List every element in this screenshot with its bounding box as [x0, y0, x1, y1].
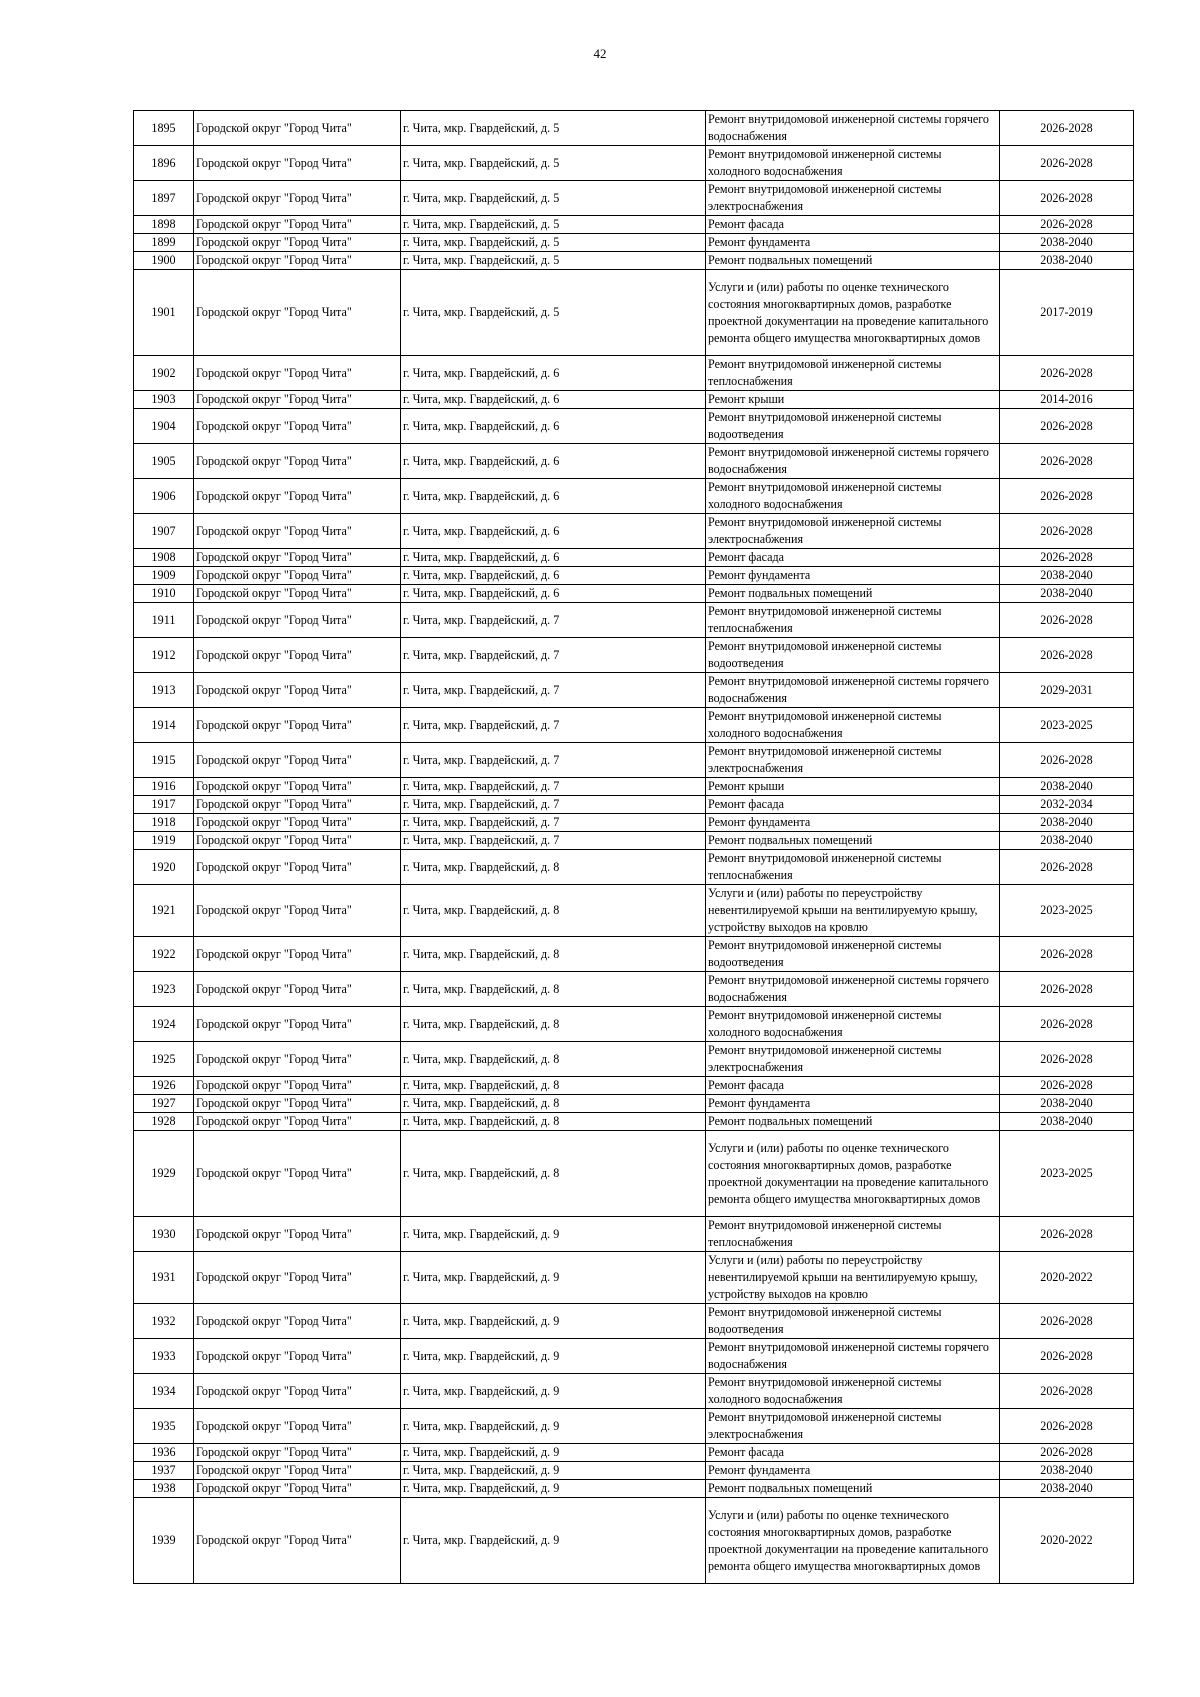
municipality-cell: Городской округ "Город Чита" [194, 638, 401, 673]
address-cell: г. Чита, мкр. Гвардейский, д. 5 [401, 270, 706, 356]
municipality-cell: Городской округ "Город Чита" [194, 1095, 401, 1113]
row-number-cell: 1927 [134, 1095, 194, 1113]
table-row [134, 1444, 1134, 1462]
table-row [134, 850, 1134, 885]
municipality-cell: Городской округ "Город Чита" [194, 708, 401, 743]
row-number-cell: 1895 [134, 111, 194, 146]
address-cell: г. Чита, мкр. Гвардейский, д. 5 [401, 146, 706, 181]
period-cell: 2023-2025 [1000, 1131, 1134, 1217]
period-cell: 2029-2031 [1000, 673, 1134, 708]
work-type-cell: Ремонт внутридомовой инженерной системы холодного водоснабжения [706, 708, 1000, 743]
table-row [134, 603, 1134, 638]
work-type-cell: Ремонт внутридомовой инженерной системы горячего водоснабжения [706, 1339, 1000, 1374]
municipality-cell: Городской округ "Город Чита" [194, 1077, 401, 1095]
period-cell: 2026-2028 [1000, 479, 1134, 514]
period-cell: 2026-2028 [1000, 1444, 1134, 1462]
municipality-cell: Городской округ "Город Чита" [194, 778, 401, 796]
row-number-cell: 1897 [134, 181, 194, 216]
row-number-cell: 1898 [134, 216, 194, 234]
table-row [134, 444, 1134, 479]
work-type-cell: Ремонт внутридомовой инженерной системы водоотведения [706, 1304, 1000, 1339]
period-cell: 2026-2028 [1000, 549, 1134, 567]
table-row [134, 356, 1134, 391]
period-cell: 2026-2028 [1000, 972, 1134, 1007]
work-type-cell: Услуги и (или) работы по оценке технического состояния многоквартирных домов, разработке проектной документации на проведение капитального ремонта общего имущества многоквартирных домов [706, 1131, 1000, 1217]
table-row [134, 181, 1134, 216]
table-row [134, 1480, 1134, 1498]
address-cell: г. Чита, мкр. Гвардейский, д. 7 [401, 832, 706, 850]
municipality-cell: Городской округ "Город Чита" [194, 1462, 401, 1480]
work-type-cell: Ремонт фасада [706, 1077, 1000, 1095]
address-cell: г. Чита, мкр. Гвардейский, д. 7 [401, 708, 706, 743]
table-row [134, 391, 1134, 409]
row-number-cell: 1904 [134, 409, 194, 444]
address-cell: г. Чита, мкр. Гвардейский, д. 7 [401, 673, 706, 708]
row-number-cell: 1911 [134, 603, 194, 638]
period-cell: 2026-2028 [1000, 146, 1134, 181]
row-number-cell: 1912 [134, 638, 194, 673]
work-type-cell: Ремонт подвальных помещений [706, 832, 1000, 850]
municipality-cell: Городской округ "Город Чита" [194, 567, 401, 585]
period-cell: 2026-2028 [1000, 444, 1134, 479]
work-type-cell: Услуги и (или) работы по переустройству невентилируемой крыши на вентилируемую крышу, устройству выходов на кровлю [706, 1252, 1000, 1304]
period-cell: 2026-2028 [1000, 111, 1134, 146]
period-cell: 2026-2028 [1000, 1217, 1134, 1252]
row-number-cell: 1939 [134, 1498, 194, 1584]
municipality-cell: Городской округ "Город Чита" [194, 937, 401, 972]
work-type-cell: Ремонт фундамента [706, 1095, 1000, 1113]
repair-schedule-table [133, 110, 1134, 1584]
period-cell: 2032-2034 [1000, 796, 1134, 814]
address-cell: г. Чита, мкр. Гвардейский, д. 6 [401, 567, 706, 585]
table-row [134, 234, 1134, 252]
period-cell: 2026-2028 [1000, 1304, 1134, 1339]
address-cell: г. Чита, мкр. Гвардейский, д. 9 [401, 1444, 706, 1462]
period-cell: 2038-2040 [1000, 1462, 1134, 1480]
table-row [134, 743, 1134, 778]
address-cell: г. Чита, мкр. Гвардейский, д. 8 [401, 1095, 706, 1113]
work-type-cell: Ремонт крыши [706, 778, 1000, 796]
table-row [134, 814, 1134, 832]
period-cell: 2038-2040 [1000, 1113, 1134, 1131]
address-cell: г. Чита, мкр. Гвардейский, д. 8 [401, 885, 706, 937]
work-type-cell: Ремонт фундамента [706, 814, 1000, 832]
row-number-cell: 1906 [134, 479, 194, 514]
table-row [134, 216, 1134, 234]
row-number-cell: 1910 [134, 585, 194, 603]
period-cell: 2023-2025 [1000, 708, 1134, 743]
address-cell: г. Чита, мкр. Гвардейский, д. 6 [401, 391, 706, 409]
period-cell: 2026-2028 [1000, 743, 1134, 778]
period-cell: 2038-2040 [1000, 1095, 1134, 1113]
table-row [134, 549, 1134, 567]
period-cell: 2026-2028 [1000, 181, 1134, 216]
municipality-cell: Городской округ "Город Чита" [194, 1339, 401, 1374]
row-number-cell: 1928 [134, 1113, 194, 1131]
period-cell: 2038-2040 [1000, 814, 1134, 832]
work-type-cell: Ремонт фасада [706, 549, 1000, 567]
period-cell: 2026-2028 [1000, 1339, 1134, 1374]
row-number-cell: 1934 [134, 1374, 194, 1409]
row-number-cell: 1919 [134, 832, 194, 850]
row-number-cell: 1929 [134, 1131, 194, 1217]
table-row [134, 937, 1134, 972]
row-number-cell: 1900 [134, 252, 194, 270]
table-row [134, 1462, 1134, 1480]
row-number-cell: 1933 [134, 1339, 194, 1374]
table-body [134, 111, 1134, 1584]
municipality-cell: Городской округ "Город Чита" [194, 181, 401, 216]
address-cell: г. Чита, мкр. Гвардейский, д. 6 [401, 479, 706, 514]
municipality-cell: Городской округ "Город Чита" [194, 1374, 401, 1409]
address-cell: г. Чита, мкр. Гвардейский, д. 8 [401, 1131, 706, 1217]
row-number-cell: 1909 [134, 567, 194, 585]
table-row [134, 1007, 1134, 1042]
work-type-cell: Ремонт подвальных помещений [706, 585, 1000, 603]
address-cell: г. Чита, мкр. Гвардейский, д. 9 [401, 1409, 706, 1444]
address-cell: г. Чита, мкр. Гвардейский, д. 9 [401, 1462, 706, 1480]
table-row [134, 1077, 1134, 1095]
table-row [134, 1409, 1134, 1444]
table-row [134, 146, 1134, 181]
address-cell: г. Чита, мкр. Гвардейский, д. 8 [401, 972, 706, 1007]
work-type-cell: Ремонт внутридомовой инженерной системы горячего водоснабжения [706, 972, 1000, 1007]
table-row [134, 479, 1134, 514]
table-row [134, 638, 1134, 673]
row-number-cell: 1924 [134, 1007, 194, 1042]
address-cell: г. Чита, мкр. Гвардейский, д. 8 [401, 1077, 706, 1095]
municipality-cell: Городской округ "Город Чита" [194, 444, 401, 479]
work-type-cell: Ремонт внутридомовой инженерной системы теплоснабжения [706, 850, 1000, 885]
row-number-cell: 1915 [134, 743, 194, 778]
work-type-cell: Ремонт внутридомовой инженерной системы теплоснабжения [706, 603, 1000, 638]
row-number-cell: 1896 [134, 146, 194, 181]
municipality-cell: Городской округ "Город Чита" [194, 850, 401, 885]
municipality-cell: Городской округ "Город Чита" [194, 146, 401, 181]
row-number-cell: 1937 [134, 1462, 194, 1480]
address-cell: г. Чита, мкр. Гвардейский, д. 8 [401, 1007, 706, 1042]
row-number-cell: 1935 [134, 1409, 194, 1444]
row-number-cell: 1901 [134, 270, 194, 356]
row-number-cell: 1914 [134, 708, 194, 743]
address-cell: г. Чита, мкр. Гвардейский, д. 8 [401, 1113, 706, 1131]
work-type-cell: Ремонт внутридомовой инженерной системы электроснабжения [706, 1409, 1000, 1444]
address-cell: г. Чита, мкр. Гвардейский, д. 8 [401, 850, 706, 885]
municipality-cell: Городской округ "Город Чита" [194, 1409, 401, 1444]
row-number-cell: 1923 [134, 972, 194, 1007]
row-number-cell: 1925 [134, 1042, 194, 1077]
work-type-cell: Ремонт внутридомовой инженерной системы электроснабжения [706, 181, 1000, 216]
table-row [134, 1304, 1134, 1339]
table-row [134, 1042, 1134, 1077]
work-type-cell: Ремонт фасада [706, 216, 1000, 234]
address-cell: г. Чита, мкр. Гвардейский, д. 5 [401, 181, 706, 216]
work-type-cell: Ремонт внутридомовой инженерной системы электроснабжения [706, 743, 1000, 778]
work-type-cell: Ремонт внутридомовой инженерной системы холодного водоснабжения [706, 1374, 1000, 1409]
period-cell: 2026-2028 [1000, 1374, 1134, 1409]
address-cell: г. Чита, мкр. Гвардейский, д. 7 [401, 638, 706, 673]
row-number-cell: 1920 [134, 850, 194, 885]
work-type-cell: Ремонт внутридомовой инженерной системы холодного водоснабжения [706, 1007, 1000, 1042]
work-type-cell: Ремонт внутридомовой инженерной системы электроснабжения [706, 1042, 1000, 1077]
period-cell: 2038-2040 [1000, 567, 1134, 585]
work-type-cell: Ремонт фасада [706, 796, 1000, 814]
address-cell: г. Чита, мкр. Гвардейский, д. 5 [401, 111, 706, 146]
row-number-cell: 1938 [134, 1480, 194, 1498]
municipality-cell: Городской округ "Город Чита" [194, 796, 401, 814]
work-type-cell: Ремонт внутридомовой инженерной системы водоотведения [706, 937, 1000, 972]
municipality-cell: Городской округ "Город Чита" [194, 216, 401, 234]
row-number-cell: 1936 [134, 1444, 194, 1462]
row-number-cell: 1922 [134, 937, 194, 972]
municipality-cell: Городской округ "Город Чита" [194, 1480, 401, 1498]
work-type-cell: Ремонт фундамента [706, 1462, 1000, 1480]
row-number-cell: 1932 [134, 1304, 194, 1339]
address-cell: г. Чита, мкр. Гвардейский, д. 7 [401, 603, 706, 638]
period-cell: 2026-2028 [1000, 1007, 1134, 1042]
period-cell: 2038-2040 [1000, 585, 1134, 603]
period-cell: 2026-2028 [1000, 850, 1134, 885]
municipality-cell: Городской округ "Город Чита" [194, 1113, 401, 1131]
row-number-cell: 1913 [134, 673, 194, 708]
work-type-cell: Ремонт внутридомовой инженерной системы электроснабжения [706, 514, 1000, 549]
table-row [134, 708, 1134, 743]
table-row [134, 1252, 1134, 1304]
address-cell: г. Чита, мкр. Гвардейский, д. 6 [401, 549, 706, 567]
address-cell: г. Чита, мкр. Гвардейский, д. 9 [401, 1480, 706, 1498]
period-cell: 2038-2040 [1000, 1480, 1134, 1498]
municipality-cell: Городской округ "Город Чита" [194, 814, 401, 832]
municipality-cell: Городской округ "Город Чита" [194, 409, 401, 444]
municipality-cell: Городской округ "Город Чита" [194, 585, 401, 603]
work-type-cell: Ремонт подвальных помещений [706, 252, 1000, 270]
municipality-cell: Городской округ "Город Чита" [194, 234, 401, 252]
table-row [134, 1217, 1134, 1252]
address-cell: г. Чита, мкр. Гвардейский, д. 7 [401, 814, 706, 832]
municipality-cell: Городской округ "Город Чита" [194, 1007, 401, 1042]
period-cell: 2026-2028 [1000, 409, 1134, 444]
table-row [134, 1374, 1134, 1409]
municipality-cell: Городской округ "Город Чита" [194, 1131, 401, 1217]
period-cell: 2038-2040 [1000, 778, 1134, 796]
table-row [134, 1131, 1134, 1217]
work-type-cell: Ремонт фундамента [706, 567, 1000, 585]
period-cell: 2026-2028 [1000, 1409, 1134, 1444]
municipality-cell: Городской округ "Город Чита" [194, 1217, 401, 1252]
table-row [134, 673, 1134, 708]
table-row [134, 1498, 1134, 1584]
table-row [134, 1095, 1134, 1113]
work-type-cell: Услуги и (или) работы по оценке технического состояния многоквартирных домов, разработке проектной документации на проведение капитального ремонта общего имущества многоквартирных домов [706, 270, 1000, 356]
address-cell: г. Чита, мкр. Гвардейский, д. 9 [401, 1252, 706, 1304]
address-cell: г. Чита, мкр. Гвардейский, д. 9 [401, 1339, 706, 1374]
work-type-cell: Услуги и (или) работы по оценке технического состояния многоквартирных домов, разработке проектной документации на проведение капитального ремонта общего имущества многоквартирных домов [706, 1498, 1000, 1584]
municipality-cell: Городской округ "Город Чита" [194, 1444, 401, 1462]
address-cell: г. Чита, мкр. Гвардейский, д. 8 [401, 1042, 706, 1077]
table-row [134, 1339, 1134, 1374]
address-cell: г. Чита, мкр. Гвардейский, д. 5 [401, 234, 706, 252]
address-cell: г. Чита, мкр. Гвардейский, д. 7 [401, 778, 706, 796]
work-type-cell: Ремонт крыши [706, 391, 1000, 409]
work-type-cell: Ремонт подвальных помещений [706, 1113, 1000, 1131]
table-row [134, 796, 1134, 814]
table-row [134, 972, 1134, 1007]
municipality-cell: Городской округ "Город Чита" [194, 514, 401, 549]
municipality-cell: Городской округ "Город Чита" [194, 885, 401, 937]
row-number-cell: 1916 [134, 778, 194, 796]
row-number-cell: 1930 [134, 1217, 194, 1252]
municipality-cell: Городской округ "Город Чита" [194, 832, 401, 850]
municipality-cell: Городской округ "Город Чита" [194, 1304, 401, 1339]
period-cell: 2038-2040 [1000, 234, 1134, 252]
address-cell: г. Чита, мкр. Гвардейский, д. 9 [401, 1304, 706, 1339]
municipality-cell: Городской округ "Город Чита" [194, 111, 401, 146]
table-row [134, 111, 1134, 146]
address-cell: г. Чита, мкр. Гвардейский, д. 6 [401, 585, 706, 603]
table-row [134, 585, 1134, 603]
work-type-cell: Услуги и (или) работы по переустройству невентилируемой крыши на вентилируемую крышу, устройству выходов на кровлю [706, 885, 1000, 937]
period-cell: 2023-2025 [1000, 885, 1134, 937]
address-cell: г. Чита, мкр. Гвардейский, д. 9 [401, 1217, 706, 1252]
row-number-cell: 1931 [134, 1252, 194, 1304]
row-number-cell: 1908 [134, 549, 194, 567]
work-type-cell: Ремонт внутридомовой инженерной системы горячего водоснабжения [706, 111, 1000, 146]
work-type-cell: Ремонт фасада [706, 1444, 1000, 1462]
row-number-cell: 1921 [134, 885, 194, 937]
address-cell: г. Чита, мкр. Гвардейский, д. 6 [401, 514, 706, 549]
work-type-cell: Ремонт внутридомовой инженерной системы теплоснабжения [706, 356, 1000, 391]
municipality-cell: Городской округ "Город Чита" [194, 603, 401, 638]
page-number: 42 [593, 46, 607, 61]
row-number-cell: 1907 [134, 514, 194, 549]
work-type-cell: Ремонт внутридомовой инженерной системы холодного водоснабжения [706, 479, 1000, 514]
table-row [134, 832, 1134, 850]
period-cell: 2020-2022 [1000, 1252, 1134, 1304]
municipality-cell: Городской округ "Город Чита" [194, 356, 401, 391]
work-type-cell: Ремонт подвальных помещений [706, 1480, 1000, 1498]
table-row [134, 514, 1134, 549]
table-row [134, 885, 1134, 937]
address-cell: г. Чита, мкр. Гвардейский, д. 9 [401, 1498, 706, 1584]
address-cell: г. Чита, мкр. Гвардейский, д. 7 [401, 796, 706, 814]
address-cell: г. Чита, мкр. Гвардейский, д. 6 [401, 444, 706, 479]
address-cell: г. Чита, мкр. Гвардейский, д. 7 [401, 743, 706, 778]
municipality-cell: Городской округ "Город Чита" [194, 391, 401, 409]
municipality-cell: Городской округ "Город Чита" [194, 252, 401, 270]
table-row [134, 252, 1134, 270]
work-type-cell: Ремонт внутридомовой инженерной системы горячего водоснабжения [706, 673, 1000, 708]
row-number-cell: 1902 [134, 356, 194, 391]
period-cell: 2026-2028 [1000, 937, 1134, 972]
address-cell: г. Чита, мкр. Гвардейский, д. 5 [401, 252, 706, 270]
period-cell: 2017-2019 [1000, 270, 1134, 356]
table-row [134, 1113, 1134, 1131]
period-cell: 2038-2040 [1000, 252, 1134, 270]
address-cell: г. Чита, мкр. Гвардейский, д. 9 [401, 1374, 706, 1409]
municipality-cell: Городской округ "Город Чита" [194, 270, 401, 356]
period-cell: 2026-2028 [1000, 356, 1134, 391]
municipality-cell: Городской округ "Город Чита" [194, 743, 401, 778]
table-row [134, 567, 1134, 585]
table-row [134, 778, 1134, 796]
work-type-cell: Ремонт внутридомовой инженерной системы водоотведения [706, 638, 1000, 673]
work-type-cell: Ремонт фундамента [706, 234, 1000, 252]
work-type-cell: Ремонт внутридомовой инженерной системы холодного водоснабжения [706, 146, 1000, 181]
work-type-cell: Ремонт внутридомовой инженерной системы теплоснабжения [706, 1217, 1000, 1252]
period-cell: 2026-2028 [1000, 603, 1134, 638]
municipality-cell: Городской округ "Город Чита" [194, 1498, 401, 1584]
period-cell: 2026-2028 [1000, 638, 1134, 673]
period-cell: 2026-2028 [1000, 1077, 1134, 1095]
period-cell: 2038-2040 [1000, 832, 1134, 850]
municipality-cell: Городской округ "Город Чита" [194, 1042, 401, 1077]
period-cell: 2026-2028 [1000, 1042, 1134, 1077]
period-cell: 2014-2016 [1000, 391, 1134, 409]
municipality-cell: Городской округ "Город Чита" [194, 972, 401, 1007]
period-cell: 2026-2028 [1000, 514, 1134, 549]
row-number-cell: 1918 [134, 814, 194, 832]
address-cell: г. Чита, мкр. Гвардейский, д. 5 [401, 216, 706, 234]
row-number-cell: 1899 [134, 234, 194, 252]
municipality-cell: Городской округ "Город Чита" [194, 549, 401, 567]
row-number-cell: 1903 [134, 391, 194, 409]
municipality-cell: Городской округ "Город Чита" [194, 479, 401, 514]
row-number-cell: 1926 [134, 1077, 194, 1095]
municipality-cell: Городской округ "Город Чита" [194, 1252, 401, 1304]
row-number-cell: 1905 [134, 444, 194, 479]
table-row [134, 409, 1134, 444]
work-type-cell: Ремонт внутридомовой инженерной системы водоотведения [706, 409, 1000, 444]
period-cell: 2020-2022 [1000, 1498, 1134, 1584]
address-cell: г. Чита, мкр. Гвардейский, д. 6 [401, 409, 706, 444]
row-number-cell: 1917 [134, 796, 194, 814]
address-cell: г. Чита, мкр. Гвардейский, д. 6 [401, 356, 706, 391]
period-cell: 2026-2028 [1000, 216, 1134, 234]
municipality-cell: Городской округ "Город Чита" [194, 673, 401, 708]
work-type-cell: Ремонт внутридомовой инженерной системы горячего водоснабжения [706, 444, 1000, 479]
address-cell: г. Чита, мкр. Гвардейский, д. 8 [401, 937, 706, 972]
table-row [134, 270, 1134, 356]
